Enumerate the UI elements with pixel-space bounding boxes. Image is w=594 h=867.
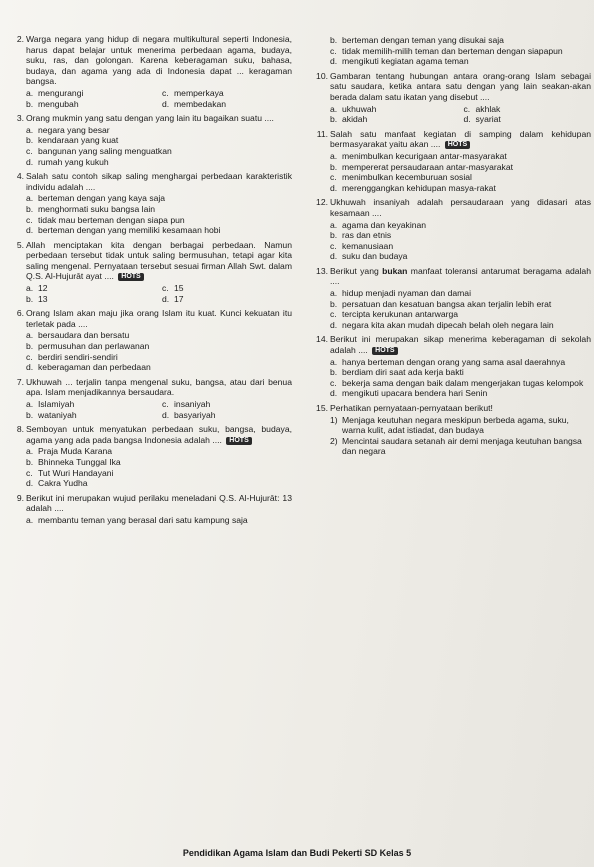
option-a[interactable]: a. berteman dengan yang kaya saja <box>26 193 166 204</box>
option-c[interactable]: c. tercipta kerukunan antarwarga <box>330 309 459 320</box>
hots-badge: HOTS <box>445 141 470 149</box>
option-a[interactable]: a. ukhuwah <box>330 103 377 114</box>
question-stem: Salah satu manfaat kegiatan di samping dalam kehidupan bermasyarakat yaitu akan .... HOTS <box>330 128 591 150</box>
hots-badge: HOTS <box>372 347 397 355</box>
question-number: 11. <box>316 128 328 139</box>
option-c[interactable]: c. tidak mau berteman dengan siapa pun <box>26 214 185 225</box>
question-14 <box>306 334 591 399</box>
option-d[interactable]: d. rumah yang kukuh <box>26 156 109 167</box>
question-number: 15. <box>316 403 328 413</box>
option-c[interactable]: c. insaniyah <box>162 399 211 409</box>
question-stem: Salah satu contoh sikap saling menghargai perbedaan karakteristik individu adalah .... <box>26 171 292 192</box>
option-b[interactable]: b. berdiam diri saat ada kerja bakti <box>330 367 464 378</box>
option-b[interactable]: b. mengubah <box>26 98 79 109</box>
option-a[interactable]: a. hidup menjadi nyaman dan damai <box>330 288 471 299</box>
option-a[interactable]: a. menimbulkan kecurigaan antar-masyarakat <box>330 150 507 161</box>
option-d[interactable]: d. Cakra Yudha <box>26 478 88 489</box>
question-number: 12. <box>316 197 328 208</box>
question-stem: Berikut yang bukan manfaat toleransi antarumat beragama adalah .... <box>330 265 591 287</box>
option-c[interactable]: c. kemanusiaan <box>330 240 394 251</box>
question-number: 10. <box>316 70 328 81</box>
question-6 <box>2 308 292 373</box>
option-c[interactable]: c. bangunan yang saling menguatkan <box>26 145 172 156</box>
question-10 <box>306 71 591 125</box>
question-number: 13. <box>316 265 328 276</box>
question-12 <box>306 197 591 262</box>
question-number: 5. <box>16 239 24 250</box>
question-number: 14. <box>316 334 328 345</box>
option-c[interactable]: c. menimbulkan kecemburuan sosial <box>330 172 472 183</box>
question-13 <box>306 266 591 331</box>
option-c[interactable]: c. akhlak <box>463 103 501 114</box>
option-b[interactable]: b. wataniyah <box>26 409 77 420</box>
option-d[interactable]: d. mengikuti upacara bendera hari Senin <box>330 388 488 399</box>
option-b[interactable]: b. 13 <box>26 293 48 304</box>
statement-2: 2) Mencintai saudara setanah air demi menjaga keutuhan bangsa dan negara <box>330 435 582 457</box>
question-stem: Perhatikan pernyataan-pernyataan berikut! <box>330 403 493 413</box>
option-d[interactable]: d. membedakan <box>162 98 227 109</box>
option-b[interactable]: b. permusuhan dan perlawanan <box>26 341 150 352</box>
question-number: 6. <box>16 308 24 319</box>
option-d[interactable]: d. merenggangkan kehidupan masya-rakat <box>330 182 496 193</box>
question-3 <box>2 113 292 167</box>
option-a[interactable]: a. Islamiyah <box>26 399 75 409</box>
hots-badge: HOTS <box>226 437 251 445</box>
option-d[interactable]: d. 17 <box>162 293 184 304</box>
option-b[interactable]: b. menghormati suku bangsa lain <box>26 203 156 214</box>
option-a[interactable]: a. mengurangi <box>26 87 84 98</box>
question-number: 7. <box>16 376 24 387</box>
question-stem: Berikut ini merupakan wujud perilaku meneladani Q.S. Al-Hujurāt: 13 adalah .... <box>26 492 292 514</box>
question-4 <box>2 171 292 236</box>
option-a[interactable]: a. 12 <box>26 283 48 294</box>
question-stem: Ukhuwah ... terjalin tanpa mengenal suku, bangsa, atau dari benua apa. Islam menjadikannya bersaudara. <box>26 376 292 398</box>
left-column <box>2 34 292 530</box>
option-c[interactable]: c. Tut Wuri Handayani <box>26 467 114 478</box>
hots-badge: HOTS <box>118 273 143 281</box>
question-stem: Orang Islam akan maju jika orang Islam itu kuat. Kunci kekuatan itu terletak pada .... <box>26 308 292 329</box>
option-a[interactable]: a. bersaudara dan bersatu <box>26 330 130 341</box>
option-a[interactable]: a. negara yang besar <box>26 124 110 135</box>
option-a[interactable]: a. agama dan keyakinan <box>330 219 427 230</box>
question-11 <box>306 129 591 194</box>
option-b[interactable]: b. Bhinneka Tunggal Ika <box>26 456 121 467</box>
option-b[interactable]: b. berteman dengan teman yang disukai saja <box>330 35 504 45</box>
statement-1: 1) Menjaga keutuhan negara meskipun berbeda agama, suku, warna kulit, adat istiadat, dan budaya <box>330 414 569 436</box>
option-c[interactable]: c. berdiri sendiri-sendiri <box>26 351 118 362</box>
option-c[interactable]: c. tidak memilih-milih teman dan berteman dengan siapapun <box>330 45 563 56</box>
question-stem: Gambaran tentang hubungan antara orang-orang Islam sebagai satu saudara, ketika antara satu dengan yang lain seakan-akan berada dalam satu ikatan yang disebut .... <box>330 70 591 102</box>
question-9-continued <box>306 35 591 67</box>
question-number: 8. <box>16 424 24 435</box>
question-2 <box>2 34 292 109</box>
question-5 <box>2 240 292 305</box>
question-stem: Allah menciptakan kita dengan berbagai perbedaan. Namun perbedaan tersebut tidak untuk saling bermusuhan, tetapi agar kita saling mengenal. Pernyataan tersebut sesuai firman Allah Swt. dalam Q.S. Al-Hujurāt ayat .... HOTS <box>26 239 292 282</box>
option-d[interactable]: d. keberagaman dan perbedaan <box>26 362 151 373</box>
option-c[interactable]: c. 15 <box>162 283 184 294</box>
question-number: 9. <box>16 492 24 503</box>
option-d[interactable]: d. mengikuti kegiatan agama teman <box>330 56 469 67</box>
option-d[interactable]: d. basyariyah <box>162 409 216 420</box>
option-d[interactable]: d. suku dan budaya <box>330 251 408 262</box>
option-b[interactable]: b. akidah <box>330 114 368 125</box>
question-9 <box>2 493 292 526</box>
option-a[interactable]: a. hanya berteman dengan orang yang sama asal daerahnya <box>330 356 566 367</box>
option-b[interactable]: b. kendaraan yang kuat <box>26 135 119 146</box>
option-d[interactable]: d. syariat <box>463 114 501 125</box>
question-stem: Semboyan untuk menyatukan perbedaan suku, bangsa, budaya, agama yang ada pada bangsa Indonesia adalah .... HOTS <box>26 424 292 445</box>
question-15 <box>306 403 591 457</box>
question-number: 3. <box>16 113 24 124</box>
question-stem: Warga negara yang hidup di negara multikultural seperti Indonesia, harus dapat belajar untuk menerima perbedaan agama, budaya, suku, ras, dan golongan. Karena keberagaman suku, bahasa, budaya, dan agama yang ada di Indonesia dapat ... keragaman bangsa. <box>26 34 292 87</box>
option-d[interactable]: d. berteman dengan yang memiliki kesamaan hobi <box>26 225 221 236</box>
question-8 <box>2 424 292 489</box>
option-a[interactable]: a. membantu teman yang berasal dari satu kampung saja <box>26 514 248 525</box>
page-footer: Pendidikan Agama Islam dan Budi Pekerti SD Kelas 5 <box>182 848 412 858</box>
option-a[interactable]: a. Praja Muda Karana <box>26 446 113 457</box>
option-d[interactable]: d. negara kita akan mudah dipecah belah oleh negara lain <box>330 319 554 330</box>
option-b[interactable]: b. ras dan etnis <box>330 230 392 241</box>
question-stem: Berikut ini merupakan sikap menerima keberagaman di sekolah adalah .... HOTS <box>330 334 591 356</box>
question-stem: Orang mukmin yang satu dengan yang lain itu bagaikan suatu .... <box>26 113 274 124</box>
question-7 <box>2 377 292 420</box>
question-number: 4. <box>16 171 24 182</box>
question-stem: Ukhuwah insaniyah adalah persaudaraan yang didasari atas kesamaan .... <box>330 197 591 218</box>
option-b[interactable]: b. persatuan dan kesatuan bangsa akan terjalin lebih erat <box>330 298 552 309</box>
option-c[interactable]: c. memperkaya <box>162 87 224 98</box>
right-column <box>306 34 591 461</box>
option-b[interactable]: b. mempererat persaudaraan antar-masyarakat <box>330 161 514 172</box>
question-number: 2. <box>16 34 24 44</box>
option-c[interactable]: c. bekerja sama dengan baik dalam mengerjakan tugas kelompok <box>330 377 584 388</box>
